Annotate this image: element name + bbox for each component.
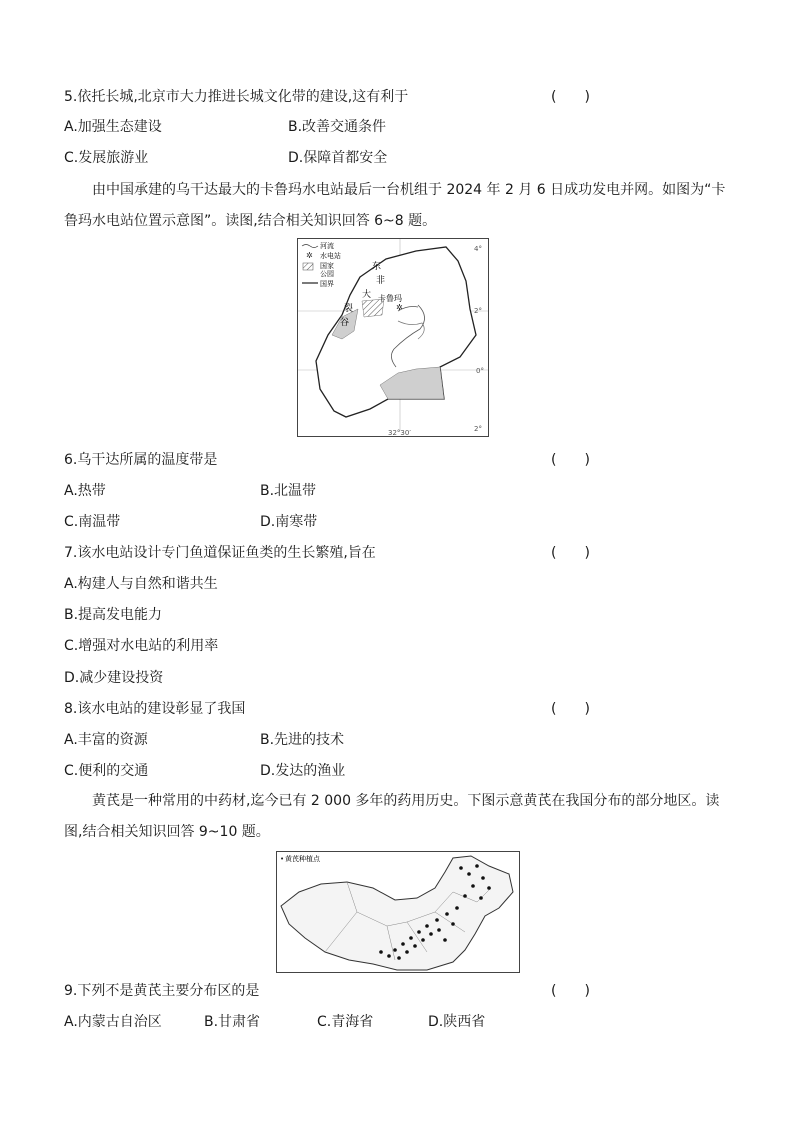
label-fei: 非 <box>376 276 386 286</box>
q7-stem: 7.该水电站设计专门鱼道保证鱼类的生长繁殖,旨在 <box>64 545 376 561</box>
label-karuma: 卡鲁玛 <box>378 294 402 303</box>
karuma-location-map <box>297 238 489 437</box>
label-lie: 裂 <box>344 304 354 314</box>
lat-0: 0° <box>476 367 484 375</box>
q9-answer-bracket: ( ) <box>551 983 590 999</box>
astragalus-distribution-map <box>276 851 520 973</box>
q8-option-c: C.便利的交通 <box>64 763 149 779</box>
q6-stem: 6.乌干达所属的温度带是 <box>64 452 218 468</box>
china-outline <box>281 856 513 970</box>
q6-answer-bracket: ( ) <box>551 452 590 468</box>
legend-national-label: 国家 <box>320 262 334 270</box>
hydropower-legend-icon: ✲ <box>306 251 313 260</box>
q7-option-c: C.增强对水电站的利用率 <box>64 638 219 654</box>
q8-option-d: D.发达的渔业 <box>260 763 346 779</box>
intro-paragraph-6-8: 由中国承建的乌干达最大的卡鲁玛水电站最后一台机组于 2024 年 2 月 6 日成功发电并网。如图为“卡鲁玛水电站位置示意图”。读图,结合相关知识回答 6~8 题。 <box>64 182 726 229</box>
q7-option-b: B.提高发电能力 <box>64 607 163 623</box>
label-gu: 谷 <box>340 318 350 328</box>
q9-option-b: B.甘肃省 <box>204 1014 261 1030</box>
label-da: 大 <box>362 290 372 300</box>
lat-2n: 2° <box>474 307 482 315</box>
q6-option-d: D.南寒带 <box>260 514 318 530</box>
legend-park-label: 公园 <box>320 270 334 278</box>
q5-stem: 5.依托长城,北京市大力推进长城文化带的建设,这有利于 <box>64 89 409 105</box>
legend-border-label: 国界 <box>320 280 334 288</box>
map1-legend <box>302 241 341 288</box>
q7-option-a: A.构建人与自然和谐共生 <box>64 576 218 592</box>
map2-legend-dot-icon: • <box>280 855 285 863</box>
q6-option-b: B.北温带 <box>260 483 317 499</box>
q8-option-a: A.丰富的资源 <box>64 732 148 748</box>
lat-4n: 4° <box>474 245 482 253</box>
q5-option-a: A.加强生态建设 <box>64 119 162 135</box>
q5-option-b: B.改善交通条件 <box>288 119 387 135</box>
karuma-station-icon: ✲ <box>396 303 403 312</box>
q8-answer-bracket: ( ) <box>551 701 590 717</box>
q5-answer-bracket: ( ) <box>551 89 590 105</box>
q9-option-a: A.内蒙古自治区 <box>64 1014 162 1030</box>
q6-option-a: A.热带 <box>64 483 106 499</box>
q9-stem: 9.下列不是黄芪主要分布区的是 <box>64 983 260 999</box>
map2-legend-label: 黄芪种植点 <box>285 855 320 863</box>
lon-32-30: 32°30′ <box>388 429 411 436</box>
q5-option-d: D.保障首都安全 <box>288 150 388 166</box>
q8-option-b: B.先进的技术 <box>260 732 345 748</box>
q5-option-c: C.发展旅游业 <box>64 150 149 166</box>
label-dong: 东 <box>372 262 382 272</box>
q7-option-d: D.减少建设投资 <box>64 670 164 686</box>
q8-stem: 8.该水电站的建设彰显了我国 <box>64 701 246 717</box>
q9-option-d: D.陕西省 <box>428 1014 486 1030</box>
legend-river-label: 河流 <box>320 242 334 250</box>
legend-hydropower-label: 水电站 <box>320 252 341 260</box>
q9-option-c: C.青海省 <box>317 1014 374 1030</box>
q6-option-c: C.南温带 <box>64 514 121 530</box>
intro-paragraph-9-10: 黄芪是一种常用的中药材,迄今已有 2 000 多年的药用历史。下图示意黄芪在我国分布的部分地区。读图,结合相关知识回答 9~10 题。 <box>64 793 720 840</box>
q7-answer-bracket: ( ) <box>551 545 590 561</box>
lat-2s: 2° <box>474 425 482 433</box>
